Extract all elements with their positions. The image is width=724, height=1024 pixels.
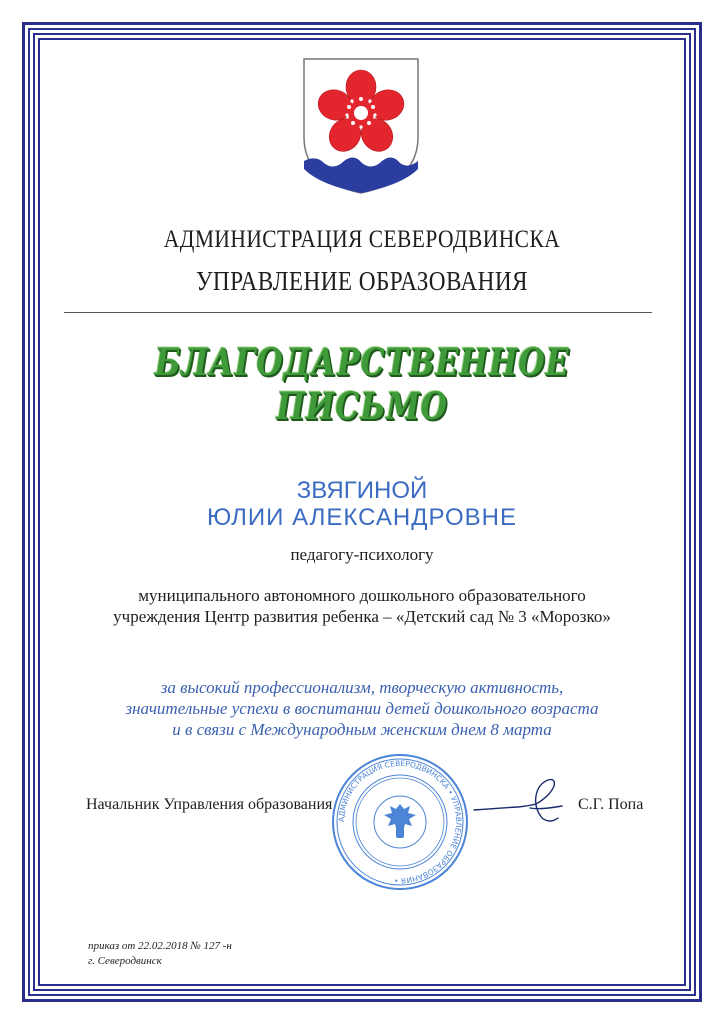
recipient-surname: ЗВЯГИНОЙ (296, 477, 428, 504)
seal-text: АДМИНИСТРАЦИЯ СЕВЕРОДВИНСКА • УПРАВЛЕНИЕ ОБРАЗОВАНИЯ • (336, 758, 464, 886)
recipient-name: ЮЛИИ АЛЕКСАНДРОВНЕ (207, 504, 517, 531)
order-city: г. Северодвинск (88, 955, 162, 967)
department-heading: УПРАВЛЕНИЕ ОБРАЗОВАНИЯ (196, 266, 528, 296)
handwritten-signature-icon (470, 774, 565, 826)
organization-line-1: муниципального автономного дошкольного образовательного (138, 586, 586, 605)
organization-line-2: учреждения Центр развития ребенка – «Детский сад № 3 «Морозко» (113, 607, 611, 626)
order-reference: приказ от 22.02.2018 № 127 -н (88, 940, 232, 952)
reason-line-3: и в связи с Международным женским днем 8 марта (172, 720, 552, 739)
signature-label: Начальник Управления образования (86, 796, 333, 813)
coat-of-arms-icon (302, 57, 420, 195)
reason-line-1: за высокий профессионализм, творческую активность, (160, 678, 564, 697)
document-title: БЛАГОДАРСТВЕННОЕ ПИСЬМО (154, 340, 570, 428)
official-seal-icon (330, 752, 470, 892)
administration-heading: АДМИНИСТРАЦИЯ СЕВЕРОДВИНСКА (163, 226, 561, 253)
signatory-name: С.Г. Попа (578, 796, 644, 813)
reason-line-2: значительные успехи в воспитании детей дошкольного возраста (125, 699, 599, 718)
recipient-position: педагогу-психологу (290, 545, 434, 564)
header-divider (64, 312, 652, 313)
